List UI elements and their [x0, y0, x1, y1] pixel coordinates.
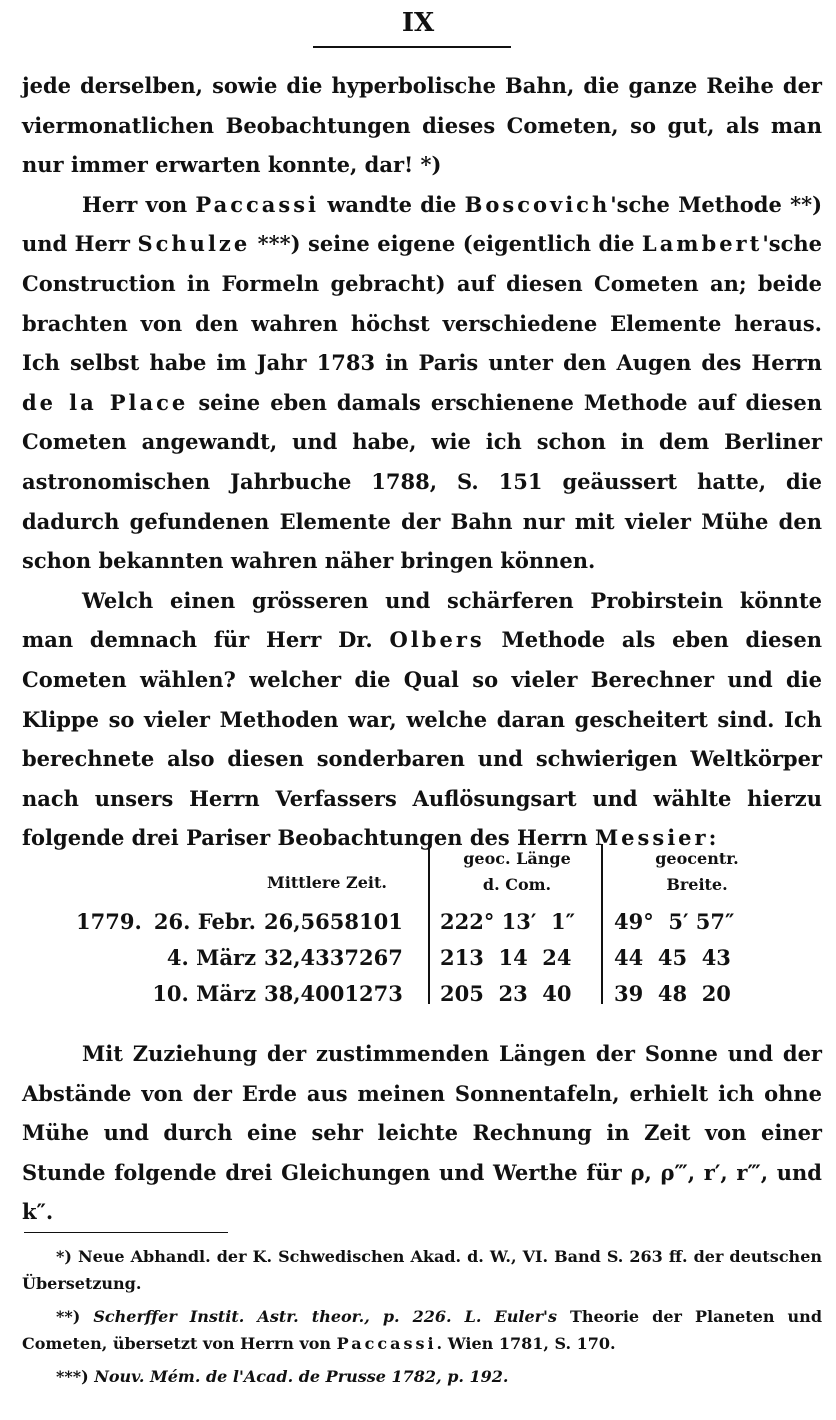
text-segment: Welch einen grösseren und schärferen Probirstein könnte man demnach für Herr Dr. — [22, 587, 822, 653]
cell-time: 26,5658101 — [264, 909, 403, 934]
name-boscovich: Boscovich — [464, 191, 611, 217]
header-rule — [313, 46, 511, 48]
text-segment: Methode als eben diesen Cometen wählen? welcher die Qual so vieler Berechner und die Klippe so vieler Methoden war, welche daran gescheitert sind. Ich berechnete also diesen sonderbaren und schwierigen Weltkörper nach unsers Herrn Verfassers Auflösungsart und wählte hierzu folgende drei Pariser Beobachtungen des Herrn — [22, 627, 822, 851]
footnote-rule — [24, 1232, 228, 1233]
cell-latitude: 39 48 20 — [614, 981, 731, 1006]
text-segment: 'sche Methode **) und Herr — [22, 191, 823, 257]
cell-latitude: 49° 5′ 57″ — [614, 909, 735, 934]
paragraph-3 — [22, 581, 822, 858]
text-segment: wandte die — [319, 191, 465, 217]
main-text-lower — [22, 1034, 822, 1232]
header-longitude-1: geoc. Länge — [463, 849, 571, 868]
cell-year: 1779. — [76, 909, 142, 934]
footnote-mark: **) — [56, 1307, 94, 1326]
footnotes — [22, 1243, 822, 1396]
text-segment: ***) seine eigene (eigentlich die — [250, 231, 642, 257]
paragraph-1: jede derselben, sowie die hyperbolische Bahn, die ganze Reihe der viermonatlichen Beobachtungen dieses Cometen, so gut, als man nur immer erwarten konnte, dar! *) — [22, 73, 822, 178]
header-time: Mittlere Zeit. — [267, 873, 387, 892]
header-longitude-2: d. Com. — [482, 875, 552, 894]
cell-date: 26. Febr. — [153, 909, 256, 934]
text-segment: Herr von — [82, 191, 196, 217]
cell-longitude: 222° 13′ 1″ — [440, 909, 576, 934]
page-number: IX — [401, 8, 435, 38]
name-laplace: de la Place — [22, 389, 189, 415]
table-row — [54, 940, 804, 976]
name-olbers: Olbers — [389, 627, 485, 653]
main-text-upper — [22, 66, 822, 858]
footnote-citation: Nouv. Mém. de l'Acad. de Prusse 1782, p. 192. — [94, 1367, 509, 1386]
cell-latitude: 44 45 43 — [614, 945, 731, 970]
footnote-2 — [22, 1303, 822, 1357]
name-schulze: Schulze — [137, 231, 251, 257]
name-paccassi: Paccassi — [195, 191, 320, 217]
header-latitude-2: Breite. — [666, 875, 728, 894]
text-segment: Theorie der Planeten und Cometen, übersetzt von Herrn von — [22, 1307, 823, 1353]
name-paccassi: Paccassi — [336, 1334, 437, 1353]
footnote-1: *) Neue Abhandl. der K. Schwedischen Akad. d. W., VI. Band S. 263 ff. der deutschen Übersetzung. — [22, 1247, 822, 1293]
table-row — [54, 904, 804, 940]
cell-time: 38,4001273 — [264, 981, 403, 1006]
footnote-citation: Scherffer Instit. Astr. theor., p. 226. L. Euler's — [93, 1307, 557, 1326]
text-segment: 'sche Construction in Formeln gebracht) auf diesen Cometen an; beide brachten von den wahren höchst verschiedene Elemente heraus. Ich selbst habe im Jahr 1783 in Paris unter den Augen des Herrn — [22, 231, 822, 376]
cell-date: 4. März — [166, 945, 256, 970]
footnote-3 — [22, 1363, 822, 1390]
name-messier: Messier — [594, 825, 709, 851]
table-row — [54, 976, 804, 1012]
header-latitude-1: geocentr. — [655, 849, 739, 868]
text-segment: seine eben damals erschienene Methode auf diesen Cometen angewandt, und habe, wie ich schon in dem Berliner astronomischen Jahrbuche 1788, S. 151 geäussert hatte, die dadurch gefundenen Elemente der Bahn nur mit vieler Mühe den schon bekannten wahren näher bringen können. — [22, 389, 822, 574]
text-segment: . Wien 1781, S. 170. — [436, 1334, 616, 1353]
cell-time: 32,4337267 — [264, 945, 403, 970]
paragraph-2 — [22, 185, 822, 581]
text-segment: : — [708, 825, 717, 851]
cell-longitude: 205 23 40 — [440, 981, 572, 1006]
paragraph-4: Mit Zuziehung der zustimmenden Längen der Sonne und der Abstände von der Erde aus meinen Sonnentafeln, erhielt ich ohne Mühe und durch eine sehr leichte Rechnung in Zeit von einer Stunde folgende drei Gleichungen und Werthe für ρ, ρ‴, r′, r‴, und k″. — [22, 1041, 822, 1225]
cell-date: 10. März — [152, 981, 256, 1006]
footnote-mark: ***) — [56, 1367, 95, 1386]
name-lambert: Lambert — [641, 231, 763, 257]
cell-longitude: 213 14 24 — [440, 945, 572, 970]
